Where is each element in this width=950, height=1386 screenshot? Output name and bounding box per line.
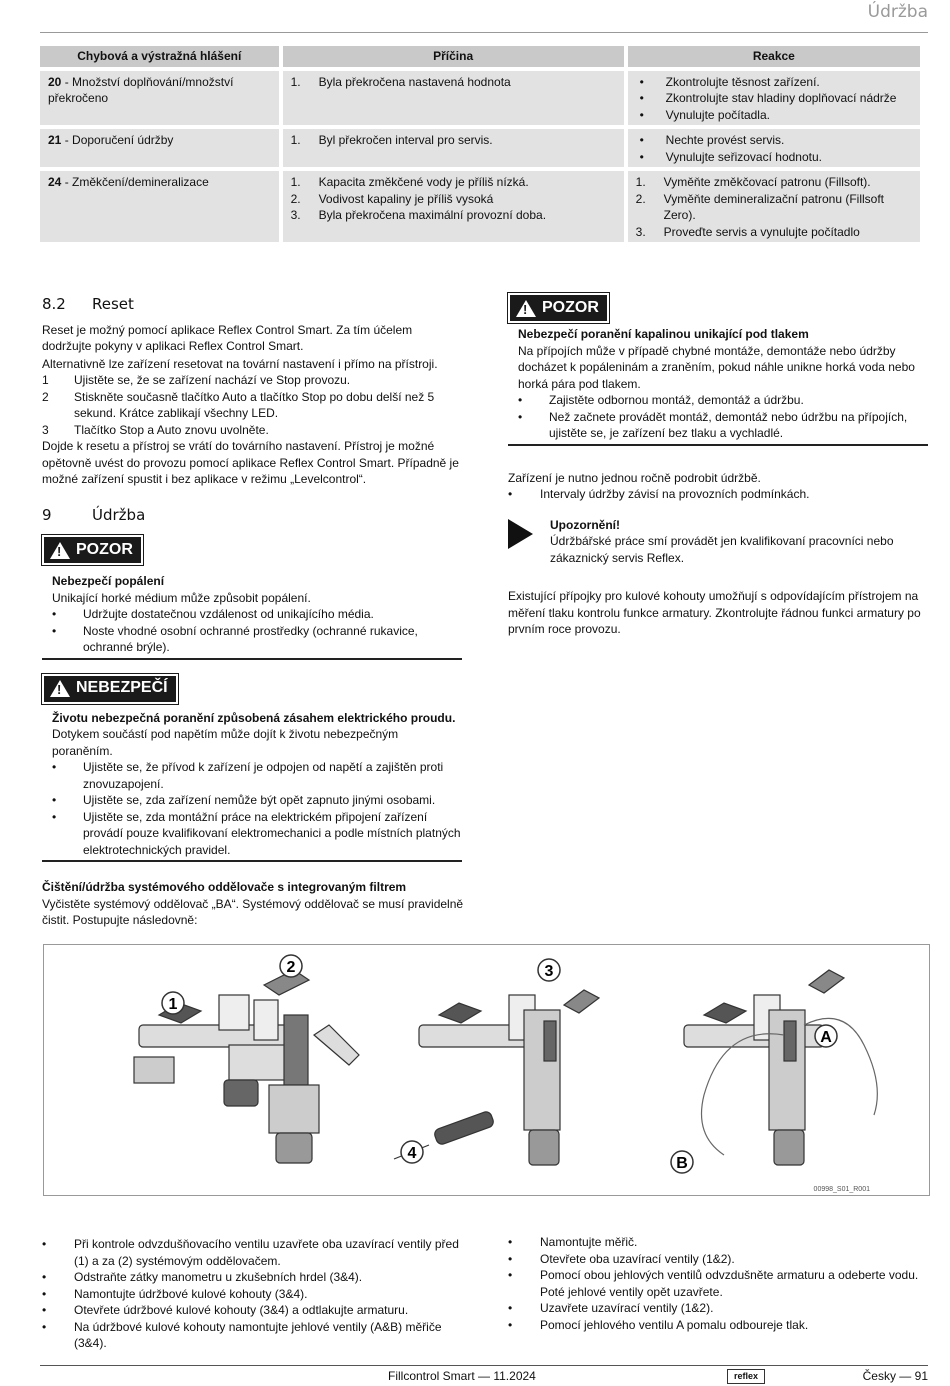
figure-label-4: 4 xyxy=(407,1145,417,1162)
reset-paragraph: Alternativně lze zařízení resetovat na tovární nastavení i přímo na přístroji. xyxy=(42,356,438,371)
warning-triangle-icon xyxy=(50,542,70,559)
list-item: • Pomocí jehlového ventilu A pomalu odboureje tlak. xyxy=(508,1317,809,1332)
figure-label-b: B xyxy=(676,1155,688,1172)
reaction-cell: 1. Vyměňte změkčovací patronu (Fillsoft). 2. Vyměňte demineralizační patronu (Fillsoft Zero). 3. Proveďte servis a vynulujte počítadlo xyxy=(628,171,920,242)
hint-box xyxy=(508,517,928,567)
list-item: • Intervaly údržby závisí na provozních podmínkách. xyxy=(508,487,810,501)
technical-illustration xyxy=(43,944,930,1196)
list-item: • Namontujte měřič. xyxy=(508,1235,638,1249)
valve-assembly-3 xyxy=(684,970,877,1165)
table-row xyxy=(40,71,920,126)
cleaning-title: Čištění/údržba systémového oddělovače s integrovaným filtrem xyxy=(42,880,407,894)
valve-assembly-2 xyxy=(394,990,599,1165)
cause-cell: 1. Byl překročen interval pro servis. xyxy=(283,129,624,167)
cleaning-text: Vyčistěte systémový oddělovač „BA“. Systémový oddělovač se musí pravidelně čistit. Postupujte následovně: xyxy=(42,896,464,927)
list-item: • Namontujte údržbové kulové kohouty (3&4). xyxy=(42,1286,308,1301)
warning-triangle-icon xyxy=(516,300,536,317)
figure-code: 00998_S01_R001 xyxy=(813,1186,870,1193)
table-row xyxy=(40,171,920,242)
cause-cell: 1. Byla překročena nastavená hodnota xyxy=(283,71,624,126)
table-header: Chybová a výstražná hlášení xyxy=(40,46,279,67)
maintenance-paragraph: Zařízení je nutno jednou ročně podrobit údržbě. xyxy=(508,470,761,485)
error-code-cell: 20 - Množství doplňování/množství překročeno xyxy=(40,71,279,126)
warning-bullet: • Ujistěte se, zda montážní práce na elektrickém připojení zařízení provádí pouze kvalifikovaní elektromechanici a podle místních platných elektrotechnických pravidel. xyxy=(52,809,461,857)
reset-step: 1 Ujistěte se, že se zařízení nachází ve Stop provozu. xyxy=(42,373,351,387)
footer-divider xyxy=(40,1365,928,1366)
table-row xyxy=(40,129,920,167)
footer-page: Česky — 91 xyxy=(862,1369,928,1383)
figure-label-2: 2 xyxy=(286,959,296,976)
warning-box-burn xyxy=(42,535,462,660)
error-code-cell: 21 - Doporučení údržby xyxy=(40,129,279,167)
valve-assembly-drawing xyxy=(44,945,929,1195)
cause-cell: 1. Kapacita změkčené vody je příliš nízká. 2. Vodivost kapaliny je příliš vysoká 3. Byla překročena maximální provozní doba. xyxy=(283,171,624,242)
hint-text: Údržbářské práce smí provádět jen kvalifikovaní pracovníci nebo zákaznický servis Reflex. xyxy=(550,534,894,565)
maintenance-paragraph: Existující přípojky pro kulové kohouty umožňují s odpovídajícím přístrojem na měření tlaku kontrolu funkce armatury. Zkontrolujte řádnou funkci armatury po prvním roce provozu. xyxy=(508,589,921,636)
warning-bullet: • Ujistěte se, zda zařízení nemůže být opět zapnuto jinými osobami. xyxy=(52,793,436,807)
list-item: • Pomocí obou jehlových ventilů odvzdušněte armaturu a odeberte vodu. Poté jehlové ventily opět uzavřete. xyxy=(508,1268,919,1299)
warning-box-pressure xyxy=(508,293,928,446)
warning-title: Nebezpečí poranění kapalinou unikající pod tlakem xyxy=(518,327,809,341)
warning-bullet: • Ujistěte se, že přívod k zařízení je odpojen od napětí a zajištěn proti znovuzapojení. xyxy=(52,760,444,791)
list-item: • Otevřete údržbové kulové kohouty (3&4) a odtlakujte armaturu. xyxy=(42,1303,409,1317)
reflex-logo: reflex xyxy=(727,1369,765,1384)
reset-step: 2 Stiskněte současně tlačítko Auto a tlačítko Stop po dobu delší než 5 sekund. Krátce zablikají všechny LED. xyxy=(42,389,435,420)
arrow-right-icon xyxy=(508,519,533,549)
warning-badge: ! POZOR xyxy=(42,535,143,565)
list-item: • Na údržbové kulové kohouty namontujte jehlové ventily (A&B) měřiče (3&4). xyxy=(42,1319,442,1350)
hint-title: Upozornění! xyxy=(550,517,620,532)
error-code-cell: 24 - Změkčení/demineralizace xyxy=(40,171,279,242)
list-item: • Uzavřete uzavírací ventily (1&2). xyxy=(508,1301,714,1315)
footer-doc: Fillcontrol Smart — 11.2024 xyxy=(388,1369,536,1383)
warning-bullet: • Noste vhodné osobní ochranné prostředky (ochranné rukavice, ochranné brýle). xyxy=(52,623,418,654)
warning-text: Na přípojích může v případě chybné montáže, demontáže nebo údržby docházet k popáleninám a zraněním, pokud náhle unikne horká voda nebo horká pára pod tlakem. xyxy=(518,343,915,391)
danger-badge: ! NEBEZPEČÍ xyxy=(42,674,178,704)
list-item: • Při kontrole odvzdušňovacího ventilu uzavřete oba uzavírací ventily před (1) a za (2) systémovým oddělovačem. xyxy=(42,1237,459,1268)
table-header: Reakce xyxy=(628,46,920,67)
section-heading-reset: 8.2 Reset xyxy=(42,295,134,313)
warning-badge: ! POZOR xyxy=(508,293,609,323)
figure-label-1: 1 xyxy=(168,996,178,1013)
warning-title: Nebezpečí popálení xyxy=(52,574,165,588)
warning-bullet: • Udržujte dostatečnou vzdálenost od unikajícího média. xyxy=(52,607,374,621)
reset-step: 3 Tlačítko Stop a Auto znovu uvolněte. xyxy=(42,422,269,437)
header-divider xyxy=(40,32,928,33)
warning-bullet: • Zajistěte odbornou montáž, demontáž a údržbu. xyxy=(518,393,804,407)
figure-label-3: 3 xyxy=(544,963,554,980)
figure-label-a: A xyxy=(820,1029,832,1046)
list-item: • Otevřete oba uzavírací ventily (1&2). xyxy=(508,1251,735,1266)
reaction-cell: • Zkontrolujte těsnost zařízení. • Zkontrolujte stav hladiny doplňovací nádrže • Vynulujte počítadla. xyxy=(628,71,920,126)
warning-title: Životu nebezpečná poranění způsobená zásahem elektrického proudu. xyxy=(52,710,456,725)
reset-paragraph: Reset je možný pomocí aplikace Reflex Control Smart. Za tím účelem dodržujte pokyny v aplikaci Reflex Control Smart. xyxy=(42,322,413,353)
section-heading-maintenance: 9 Údržba xyxy=(42,505,146,524)
reaction-cell: • Nechte provést servis. • Vynulujte seřizovací hodnotu. xyxy=(628,129,920,167)
warning-box-electric xyxy=(42,674,462,863)
reset-paragraph: Dojde k resetu a přístroj se vrátí do továrního nastavení. Přístroj je možné opětovně uvést do provozu pomocí aplikace Reflex Control Smart. Případně je možné zařízení spustit i bez aplikace v režimu „Levelcontrol“. xyxy=(42,439,459,486)
table-header: Příčina xyxy=(283,46,624,67)
error-table xyxy=(36,42,924,246)
warning-bullet: • Než začnete provádět montáž, demontáž nebo údržbu na přípojích, ujistěte se, je zařízení bez tlaku a vychladlé. xyxy=(518,409,908,440)
warning-text: Dotykem součástí pod napětím může dojít k životu nebezpečným poraněním. xyxy=(52,727,399,758)
page-title: Údržba xyxy=(867,2,928,22)
warning-triangle-icon xyxy=(50,680,70,697)
list-item: • Odstraňte zátky manometru u zkušebních hrdel (3&4). xyxy=(42,1270,363,1284)
warning-text: Unikající horké médium může způsobit popálení. xyxy=(52,590,311,605)
